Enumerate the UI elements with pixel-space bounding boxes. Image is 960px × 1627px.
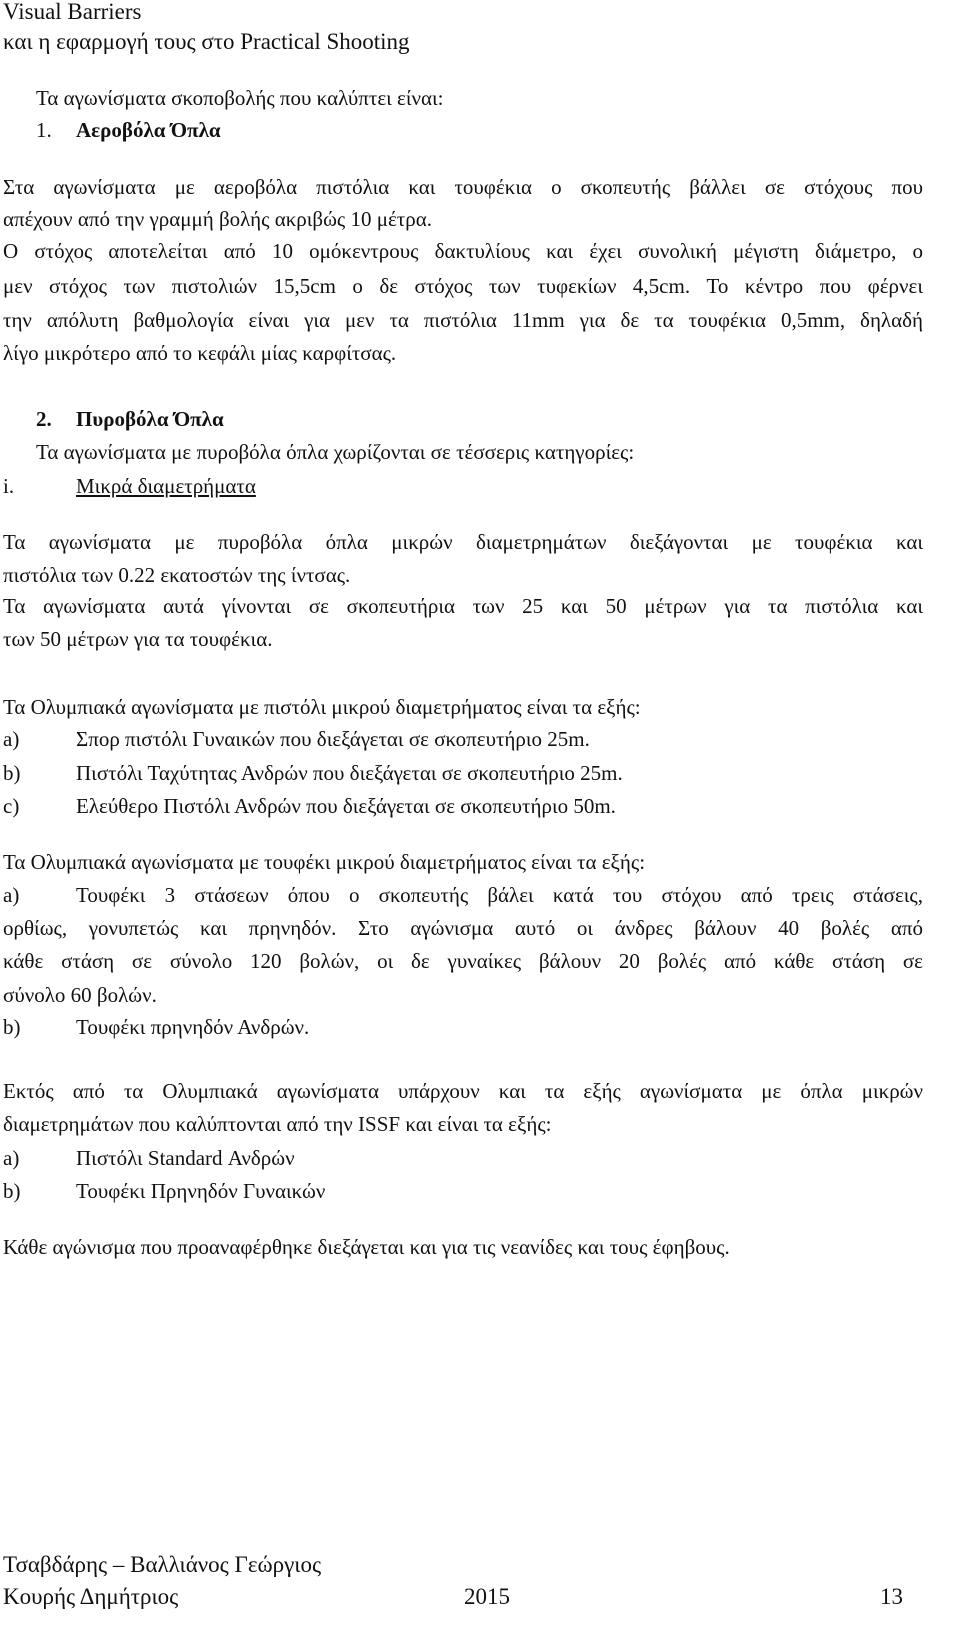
section1-title: Αεροβόλα Όπλα (76, 118, 221, 142)
pistol-events-intro: Τα Ολυμπιακά αγωνίσματα με πιστόλι μικρού διαμετρήματος είναι τα εξής: (3, 695, 641, 719)
list-marker: b) (3, 761, 21, 785)
list-item (3, 1148, 923, 1172)
list-marker: a) (3, 1146, 20, 1170)
footer-author-2: Κουρής Δημήτριος (3, 1584, 179, 1609)
intro-text: Τα αγωνίσματα σκοποβολής που καλύπτει είναι: (36, 86, 444, 110)
section1-line: μεν στόχος των πιστολιών 15,5cm ο δε στόχος των τυφεκίων 4,5cm. Το κέντρο που φέρνει (3, 274, 923, 298)
page-number: 13 (880, 1584, 903, 1609)
list-item-text: Πιστόλι Ταχύτητας Ανδρών που διεξάγεται σε σκοπευτήριο 25m. (76, 761, 623, 785)
list-item (3, 796, 923, 820)
list-item-text: Τουφέκι πρηνηδόν Ανδρών. (76, 1015, 310, 1039)
small-calibre-line: Τα αγωνίσματα με πυροβόλα όπλα μικρών διαμετρημάτων διεξάγονται με τουφέκια και (3, 530, 923, 554)
list-item-text: Τουφέκι Πρηνηδόν Γυναικών (76, 1179, 326, 1203)
footer-year: 2015 (464, 1584, 510, 1609)
rifle-a-line: ορθίως, γονυπετώς και πρηνηδόν. Στο αγώνισμα αυτό οι άνδρες βάλουν 40 βολές από (3, 916, 923, 940)
issf-line: διαμετρημάτων που καλύπτονται από την ISSF και είναι τα εξής: (3, 1112, 552, 1136)
section1-line: απέχουν από την γραμμή βολής ακριβώς 10 μέτρα. (3, 207, 432, 231)
list-item-text: Ελεύθερο Πιστόλι Ανδρών που διεξάγεται σε σκοπευτήριο 50m. (76, 794, 616, 818)
list-marker: a) (3, 727, 20, 751)
list-item (3, 729, 923, 753)
issf-line: Εκτός από τα Ολυμπιακά αγωνίσματα υπάρχουν και τα εξής αγωνίσματα με όπλα μικρών (3, 1079, 923, 1103)
rifle-a-line: κάθε στάση σε σύνολο 120 βολών, οι δε γυναίκες βάλουν 20 βολές από κάθε στάση σε (3, 949, 923, 973)
section1-line: την απόλυτη βαθμολογία είναι για μεν τα πιστόλια 11mm για δε τα τουφέκια 0,5mm, δηλαδή (3, 308, 923, 332)
list-marker: b) (3, 1179, 21, 1203)
list-item-text: Πιστόλι Standard Ανδρών (76, 1146, 295, 1170)
section1-number: 1. (36, 118, 52, 142)
subsection-title: Μικρά διαμετρήματα (76, 474, 256, 498)
list-marker: c) (3, 794, 20, 818)
list-item-text: Σπορ πιστόλι Γυναικών που διεξάγεται σε σκοπευτήριο 25m. (76, 727, 590, 751)
closing-text: Κάθε αγώνισμα που προαναφέρθηκε διεξάγεται και για τις νεανίδες και τους έφηβους. (3, 1235, 730, 1259)
section2-title: Πυροβόλα Όπλα (76, 407, 224, 431)
rifle-a-line: Τουφέκι 3 στάσεων όπου ο σκοπευτής βάλει κατά του στόχου από τρεις στάσεις, (76, 883, 923, 907)
rifle-a-line: σύνολο 60 βολών. (3, 983, 157, 1007)
list-item (3, 763, 923, 787)
subsection-marker: i. (3, 474, 15, 498)
list-item (3, 1181, 923, 1205)
footer-authors: Τσαβδάρης – Βαλλιάνος Γεώργιος (3, 1552, 322, 1577)
small-calibre-line: πιστόλια των 0.22 εκατοστών της ίντσας. (3, 563, 351, 587)
ranges-line: Τα αγωνίσματα αυτά γίνονται σε σκοπευτήρια των 25 και 50 μέτρων για τα πιστόλια και (3, 594, 923, 618)
section2-number: 2. (36, 407, 52, 431)
section1-line: Στα αγωνίσματα με αεροβόλα πιστόλια και τουφέκια ο σκοπευτής βάλλει σε στόχους που (3, 175, 923, 199)
header-subtitle: και η εφαρμογή τους στο Practical Shooting (3, 29, 410, 54)
list-marker: a) (3, 883, 20, 907)
section2-intro: Τα αγωνίσματα με πυροβόλα όπλα χωρίζονται σε τέσσερις κατηγορίες: (36, 440, 635, 464)
ranges-line: των 50 μέτρων για τα τουφέκια. (3, 627, 273, 651)
rifle-events-intro: Τα Ολυμπιακά αγωνίσματα με τουφέκι μικρού διαμετρήματος είναι τα εξής: (3, 850, 646, 874)
list-marker: b) (3, 1015, 21, 1039)
section1-line: λίγο μικρότερο από το κεφάλι μίας καρφίτσας. (3, 341, 397, 365)
section1-line: Ο στόχος αποτελείται από 10 ομόκεντρους δακτυλίους και έχει συνολική μέγιστη διάμετρο, ο (3, 239, 923, 263)
header-title: Visual Barriers (3, 0, 142, 24)
list-item (3, 1017, 923, 1041)
